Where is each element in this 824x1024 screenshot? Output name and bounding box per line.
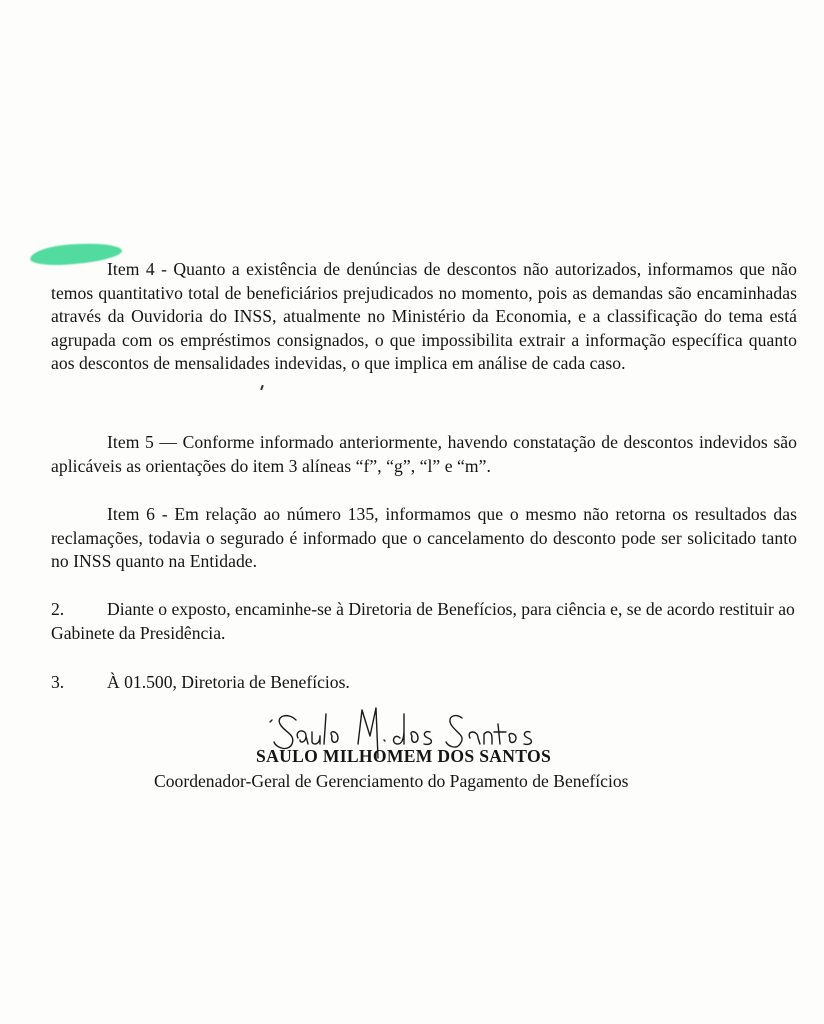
point-3-number: 3.: [51, 672, 65, 692]
point-2: [51, 598, 801, 645]
item-6-paragraph: Item 6 - Em relação ao número 135, informamos que o mesmo não retorna os resultados das reclamações, todavia o segurado é informado que o cancelamento do desconto pode ser solicitado tanto no INSS quanto na Entidade.: [51, 504, 797, 572]
point-3: [51, 671, 801, 695]
signatory-name: SAULO MILHOMEM DOS SANTOS: [256, 746, 552, 766]
signatory-role: Coordenador-Geral de Gerenciamento do Pagamento de Benefícios: [154, 771, 629, 791]
point-3-text: À 01.500, Diretoria de Benefícios.: [107, 672, 350, 692]
ink-speck: [260, 385, 264, 390]
item-5-paragraph: Item 5 — Conforme informado anteriormente, havendo constatação de descontos indevidos são aplicáveis as orientações do item 3 alíneas “f”, “g”, “l” e “m”.: [51, 432, 797, 476]
item-4-paragraph: Item 4 - Quanto a existência de denúncias de descontos não autorizados, informamos que não temos quantitativo total de beneficiários prejudicados no momento, pois as demandas são encaminhadas através da Ouvidoria do INSS, atualmente no Ministério da Economia, e a classificação do tema está agrupada com os empréstimos consignados, o que impossibilita extrair a informação específica quanto aos descontos de mensalidades indevidas, o que implica em análise de cada caso.: [51, 259, 797, 374]
point-2-number: 2.: [51, 599, 65, 619]
point-2-text: Diante o exposto, encaminhe-se à Diretoria de Benefícios, para ciência e, se de acordo restituir ao Gabinete da Presidência.: [51, 599, 795, 643]
